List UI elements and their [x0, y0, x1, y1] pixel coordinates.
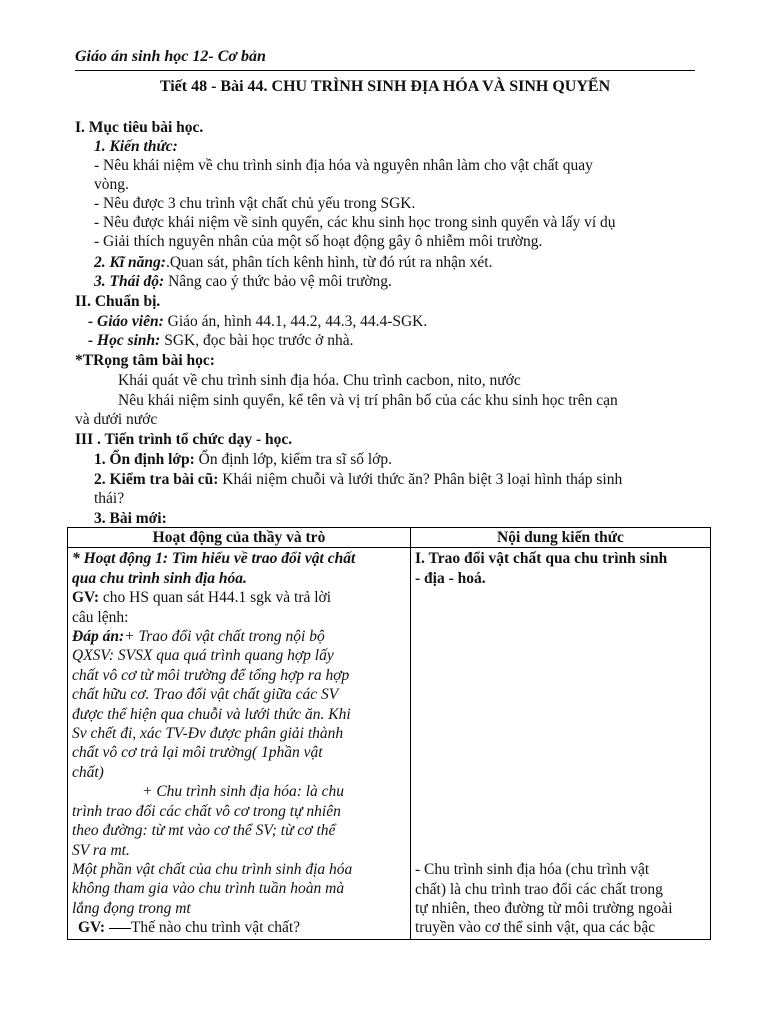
cycle-text: SV ra mt.	[72, 841, 130, 859]
answer-text: QXSV: SVSX qua quá trình quang hợp lấy	[72, 647, 334, 665]
gv-label: GV:	[78, 919, 105, 937]
step-1-line	[94, 450, 392, 469]
step-2-label: 2. Kiểm tra bài cũ:	[94, 471, 219, 488]
content-heading-cont: - địa - hoá.	[415, 569, 486, 587]
col-header-content: Nội dung kiến thức	[411, 528, 711, 548]
activities-cell	[68, 548, 411, 940]
student-text: SGK, đọc bài học trước ở nhà.	[160, 332, 354, 349]
gv-line-2	[72, 918, 406, 937]
definition-text: chất) là chu trình trao đổi các chất trong	[415, 880, 663, 898]
gv-text: cho HS quan sát H44.1 sgk và trả lời	[99, 589, 332, 607]
col-header-activities: Hoạt động của thầy và trò	[68, 528, 411, 548]
cycle-text: theo đường: từ mt vào cơ thể SV; từ cơ thể	[72, 822, 336, 840]
answer-text: + Trao đổi vật chất trong nội bộ	[124, 628, 325, 646]
knowledge-item: - Nêu được khái niệm về sinh quyển, các khu sinh học trong sinh quyển và lấy ví dụ	[94, 214, 616, 231]
focus-line: Nêu khái niệm sinh quyển, kể tên và vị trí phân bố của các khu sinh học trên cạn	[118, 392, 618, 409]
answer-text: chất vô cơ trả lại môi trường( 1phần vật	[72, 744, 323, 762]
student-line	[88, 331, 353, 350]
answer-text: Sv chết đi, xác TV-Đv được phân giải thành	[72, 725, 344, 743]
focus-line: Khái quát về chu trình sinh địa hóa. Chu trình cacbon, nito, nước	[118, 372, 521, 389]
definition-text: truyền vào cơ thể sinh vật, qua các bậc	[415, 919, 656, 937]
answer-text: chất hữu cơ. Trao đổi vật chất giữa các SV	[72, 686, 339, 704]
dash-line	[109, 928, 131, 929]
gv-line-1	[72, 588, 406, 607]
skill-text: .Quan sát, phân tích kênh hình, từ đó rút ra nhận xét.	[165, 254, 493, 271]
part-text: Một phần vật chất của chu trình sinh địa hóa	[72, 860, 353, 878]
definition-text: - Chu trình sinh địa hóa (chu trình vật	[415, 861, 650, 879]
answer-text: chất vô cơ từ môi trường để tổng hợp ra hợp	[72, 666, 350, 684]
step-2-cont: thái?	[94, 490, 125, 507]
focus-line-cont: và dưới nước	[75, 411, 158, 428]
table-row	[68, 548, 711, 940]
attitude-text: Nâng cao ý thức bảo vệ môi trường.	[164, 273, 392, 290]
student-label: - Học sinh:	[88, 332, 161, 349]
answer-text: chất)	[72, 763, 104, 781]
answer-line	[72, 627, 406, 646]
part-text: lắng đọng trong mt	[72, 899, 191, 917]
knowledge-label: 1. Kiến thức:	[94, 138, 178, 155]
knowledge-item: - Nêu được 3 chu trình vật chất chủ yếu trong SGK.	[94, 195, 416, 212]
step-1-text: Ổn định lớp, kiểm tra sĩ số lớp.	[194, 451, 392, 468]
knowledge-item: - Nêu khái niệm về chu trình sinh địa hóa và nguyên nhân làm cho vật chất quay	[94, 157, 593, 174]
skill-line	[94, 253, 492, 272]
document-header: Giáo án sinh học 12- Cơ bản	[75, 48, 695, 71]
section-heading-objectives: I. Mục tiêu bài học.	[75, 119, 204, 136]
gv-label: GV:	[72, 589, 99, 607]
teacher-line	[88, 312, 427, 331]
content-spacer	[415, 588, 706, 860]
step-1-label: 1. Ổn định lớp:	[94, 451, 195, 468]
content-cell	[411, 548, 711, 940]
gv-text-cont: câu lệnh:	[72, 608, 129, 626]
content-heading: I. Trao đổi vật chất qua chu trình sinh	[415, 550, 668, 568]
answer-label: Đáp án:	[72, 628, 125, 646]
section-heading-preparation: II. Chuẩn bị.	[75, 293, 161, 310]
knowledge-item-cont: vòng.	[94, 176, 129, 193]
activity-1-title: * Hoạt động 1: Tìm hiểu về trao đổi vật chất	[72, 550, 356, 568]
table-header-row	[68, 528, 711, 548]
step-2-line	[94, 470, 622, 489]
step-2-text: Khái niệm chuỗi và lưới thức ăn? Phân biệt 3 loại hình tháp sinh	[218, 471, 623, 488]
lesson-table	[67, 527, 711, 940]
section-heading-process: III . Tiến trình tổ chức dạy - học.	[75, 431, 293, 448]
focus-heading: *TRọng tâm bài học:	[75, 352, 215, 369]
part-text: không tham gia vào chu trình tuần hoàn mà	[72, 880, 345, 898]
teacher-label: - Giáo viên:	[88, 313, 164, 330]
teacher-text: Giáo án, hình 44.1, 44.2, 44.3, 44.4-SGK.	[163, 313, 428, 330]
step-3-label: 3. Bài mới:	[94, 510, 167, 527]
attitude-line	[94, 272, 392, 291]
skill-label: 2. Kĩ năng:	[94, 254, 166, 271]
cycle-text: trình trao đổi các chất vô cơ trong tự nhiên	[72, 802, 341, 820]
attitude-label: 3. Thái độ:	[94, 273, 165, 290]
knowledge-item: - Giải thích nguyên nhân của một số hoạt động gây ô nhiễm môi trường.	[94, 233, 543, 250]
cycle-text: + Chu trình sinh địa hóa: là chu	[142, 783, 345, 801]
definition-text: tự nhiên, theo đường từ môi trường ngoài	[415, 900, 673, 918]
activity-1-title-cont: qua chu trình sinh địa hóa.	[72, 569, 247, 587]
lesson-title: Tiết 48 - Bài 44. CHU TRÌNH SINH ĐỊA HÓA VÀ SINH QUYỂN	[159, 78, 611, 95]
answer-text: được thể hiện qua chuỗi và lưới thức ăn. Khi	[72, 705, 351, 723]
gv-question: Thế nào chu trình vật chất?	[130, 919, 301, 937]
